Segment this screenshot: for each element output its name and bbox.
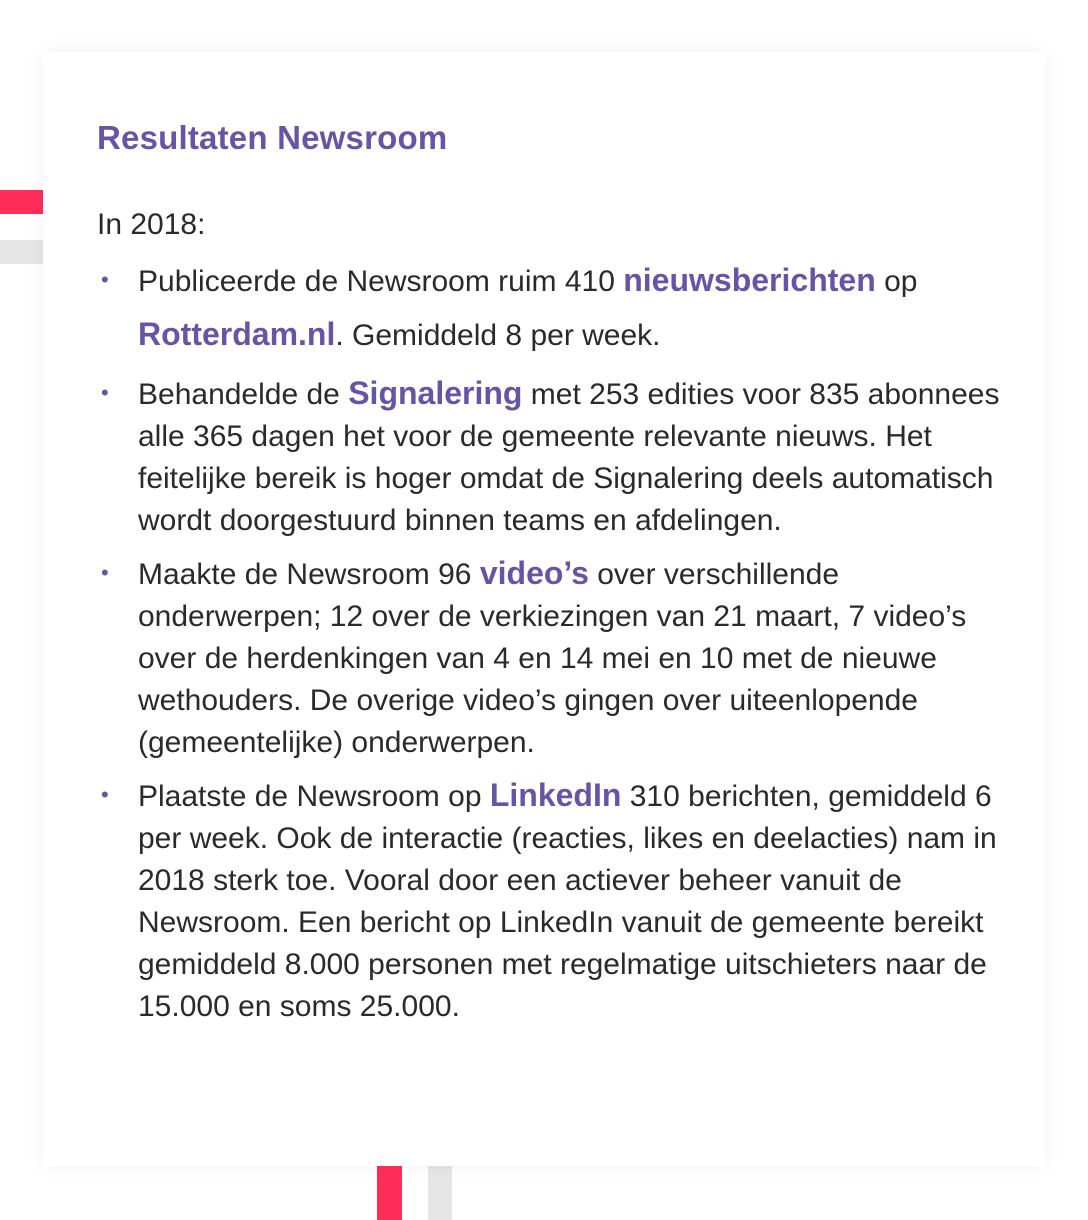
bullet-icon: • (101, 380, 109, 405)
card-title: Resultaten Newsroom (97, 119, 448, 156)
results-card (43, 52, 1045, 1166)
list-item-linkedin (97, 774, 1005, 1028)
item-text: over verschillende onderwerpen; 12 over de verkiezingen van 21 maart, 7 video’s over de herdenkingen van 4 en 14 mei en 10 met de nieuwe wethouders. De overige video’s gingen over uiteenlopende (gemeentelijke) onderwerpen. (138, 558, 967, 759)
list-item-signalering (97, 372, 1005, 542)
item-text: op (875, 265, 918, 298)
item-text: Maakte de Newsroom 96 (138, 558, 480, 591)
bullet-icon: • (101, 267, 109, 292)
highlight-videos: video’s (479, 555, 589, 591)
list-item-videos (97, 552, 1005, 764)
highlight-signalering: Signalering (348, 375, 523, 411)
results-list (97, 254, 1005, 1028)
decor-grey-bar-bottom (428, 1166, 452, 1220)
item-text: 310 berichten, gemiddeld 6 per week. Ook de interactie (reacties, likes en deelacties) nam in 2018 sterk toe. Vooral door een actiever beheer vanuit de Newsroom. Een bericht op LinkedIn vanuit de gemeente bereikt gemiddeld 8.000 personen met regelmatige uitschieters naar de 15.000 en soms 25.000. (138, 780, 997, 1023)
item-text: met 253 edities voor 835 abonnees alle 365 dagen het voor de gemeente relevante nieuws. Het feitelijke bereik is hoger omdat de Signalering deels automatisch wordt doorgestuurd binnen teams en afdelingen. (138, 378, 1000, 537)
decor-pink-bar-bottom (377, 1166, 402, 1220)
item-text: Behandelde de (138, 378, 349, 411)
item-text: Plaatste de Newsroom op (138, 780, 490, 813)
decor-pink-bar-left (0, 190, 43, 214)
list-item-news-articles (97, 254, 1005, 362)
item-text: Publiceerde de Newsroom ruim 410 (138, 265, 624, 298)
item-text: . Gemiddeld 8 per week. (335, 319, 661, 352)
highlight-rotterdam-nl: Rotterdam.nl (138, 316, 336, 352)
highlight-nieuwsberichten: nieuwsberichten (623, 262, 876, 298)
bullet-icon: • (101, 782, 109, 807)
bullet-icon: • (101, 560, 109, 585)
decor-grey-bar-left (0, 240, 43, 264)
intro-text: In 2018: (97, 208, 206, 241)
highlight-linkedin: LinkedIn (489, 777, 622, 813)
